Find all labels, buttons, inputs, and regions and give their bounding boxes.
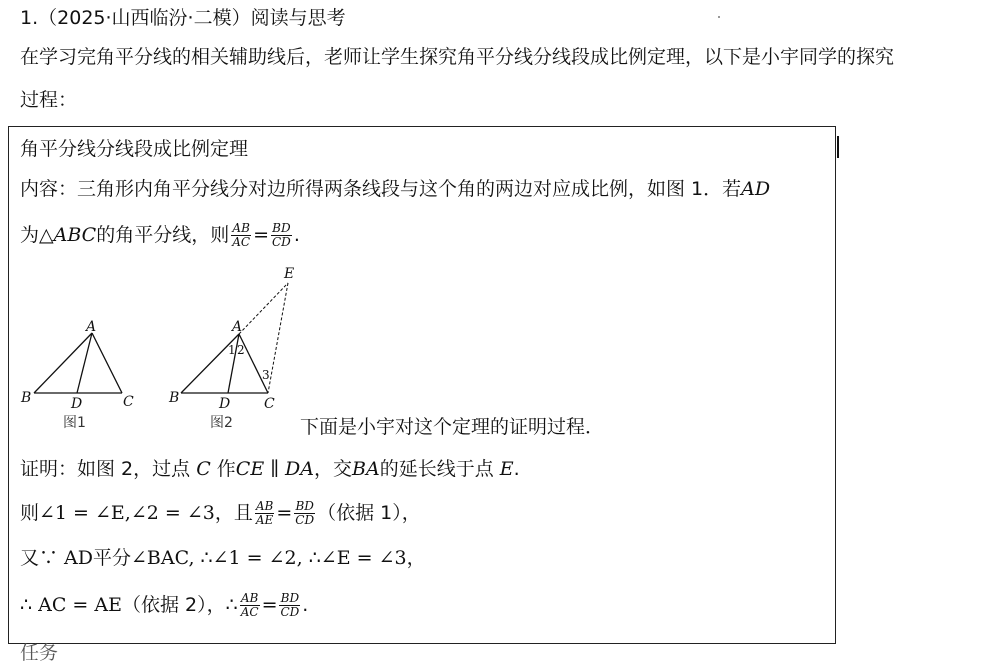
proof-text: 作 — [216, 458, 236, 480]
parallel-expr: CE ∥ DA — [235, 458, 315, 480]
fig1-side-ab — [34, 333, 92, 393]
fig2-label-d: D — [219, 396, 231, 412]
task-heading-cut: 任务 — [20, 642, 59, 664]
proof-text: . — [302, 594, 309, 616]
angle-equalities: 则∠1 = ∠E,∠2 = ∠3 — [20, 502, 215, 524]
question-number: 1. — [20, 7, 39, 29]
fig1-caption: 图1 — [63, 415, 86, 431]
point-c: C — [196, 458, 211, 480]
question-intro-line2: 过程： — [20, 89, 78, 111]
fig1-label-c: C — [123, 394, 134, 410]
proof-line-1 — [20, 457, 520, 481]
content-triangle: ABC — [53, 224, 97, 246]
fraction-ab-ac: $\frac{AB}{AC}$ — [232, 221, 251, 249]
fig2-angle-1: 1 — [228, 343, 236, 357]
fig2-extension-ae — [239, 283, 288, 334]
bisector-reasoning: 又∵ AD平分∠BAC, ∴∠1 = ∠2, ∴∠E = ∠3 — [20, 547, 407, 569]
proof-text: 的延长线于点 — [379, 458, 494, 480]
fraction-bd-cd: $\frac{BD}{CD}$ — [272, 221, 291, 249]
question-intro-line1: 在学习完角平分线的相关辅助线后，老师让学生探究角平分线分线段成比例定理，以下是小宇同学的探究 — [20, 46, 895, 68]
theorem-title: 角平分线分线段成比例定理 — [20, 138, 249, 160]
question-source: （2025·山西临汾·二模）阅读与思考 — [38, 7, 346, 29]
content-text: 内容：三角形内角平分线分对边所得两条线段与这个角的两边对应成比例，如图 1．若 — [20, 178, 742, 200]
fig2-label-a: A — [232, 319, 243, 335]
equals-sign: = — [261, 594, 278, 616]
figure-1 — [20, 319, 134, 431]
fraction-bd-cd: $\frac{BD}{CD}$ — [295, 499, 315, 527]
fig2-label-b: B — [169, 390, 180, 406]
fig1-side-ac — [92, 333, 122, 393]
fig1-bisector-ad — [77, 333, 92, 393]
proof-line-4 — [20, 592, 308, 619]
reason-2: （依据 2），∴ — [121, 594, 238, 616]
content-var-ad: AD — [741, 178, 771, 200]
proof-line-2 — [20, 500, 421, 527]
end-dot: . — [293, 224, 300, 246]
fig1-label-a: A — [86, 319, 97, 335]
content-text-3: 的角平分线，则 — [96, 224, 230, 246]
fig2-angle-3: 3 — [262, 368, 270, 382]
ac-equals-ae: ∴ AC = AE — [20, 594, 122, 616]
fig2-angle-2: 2 — [237, 343, 245, 357]
fraction-ab-ac: $\frac{AB}{AC}$ — [240, 591, 259, 619]
fig2-label-e: E — [284, 266, 295, 282]
point-e: E — [499, 458, 514, 480]
fig2-line-ce — [268, 283, 288, 393]
reason-1: （依据 1）， — [317, 502, 421, 524]
equals-sign: = — [276, 502, 293, 524]
fig2-caption: 图2 — [210, 415, 233, 431]
equals-sign: = — [253, 224, 269, 246]
segment-ba: BA — [352, 458, 380, 480]
proof-text: . — [513, 458, 520, 480]
content-text-2: 为△ — [20, 224, 54, 246]
fraction-ab-ae: $\frac{AB}{AE}$ — [255, 499, 274, 527]
proof-line-3 — [20, 546, 426, 570]
proof-text: ，交 — [314, 458, 353, 480]
proof-text: 证明：如图 2，过点 — [20, 458, 191, 480]
fig1-label-b: B — [21, 390, 32, 406]
fig2-label-c: C — [264, 396, 275, 412]
figure-2 — [168, 266, 294, 431]
proof-intro: 下面是小宇对这个定理的证明过程． — [300, 416, 605, 438]
proof-text: ，且 — [214, 502, 253, 524]
fraction-bd-cd: $\frac{BD}{CD}$ — [280, 591, 300, 619]
fig1-label-d: D — [71, 396, 83, 412]
proof-text: ， — [406, 547, 426, 569]
